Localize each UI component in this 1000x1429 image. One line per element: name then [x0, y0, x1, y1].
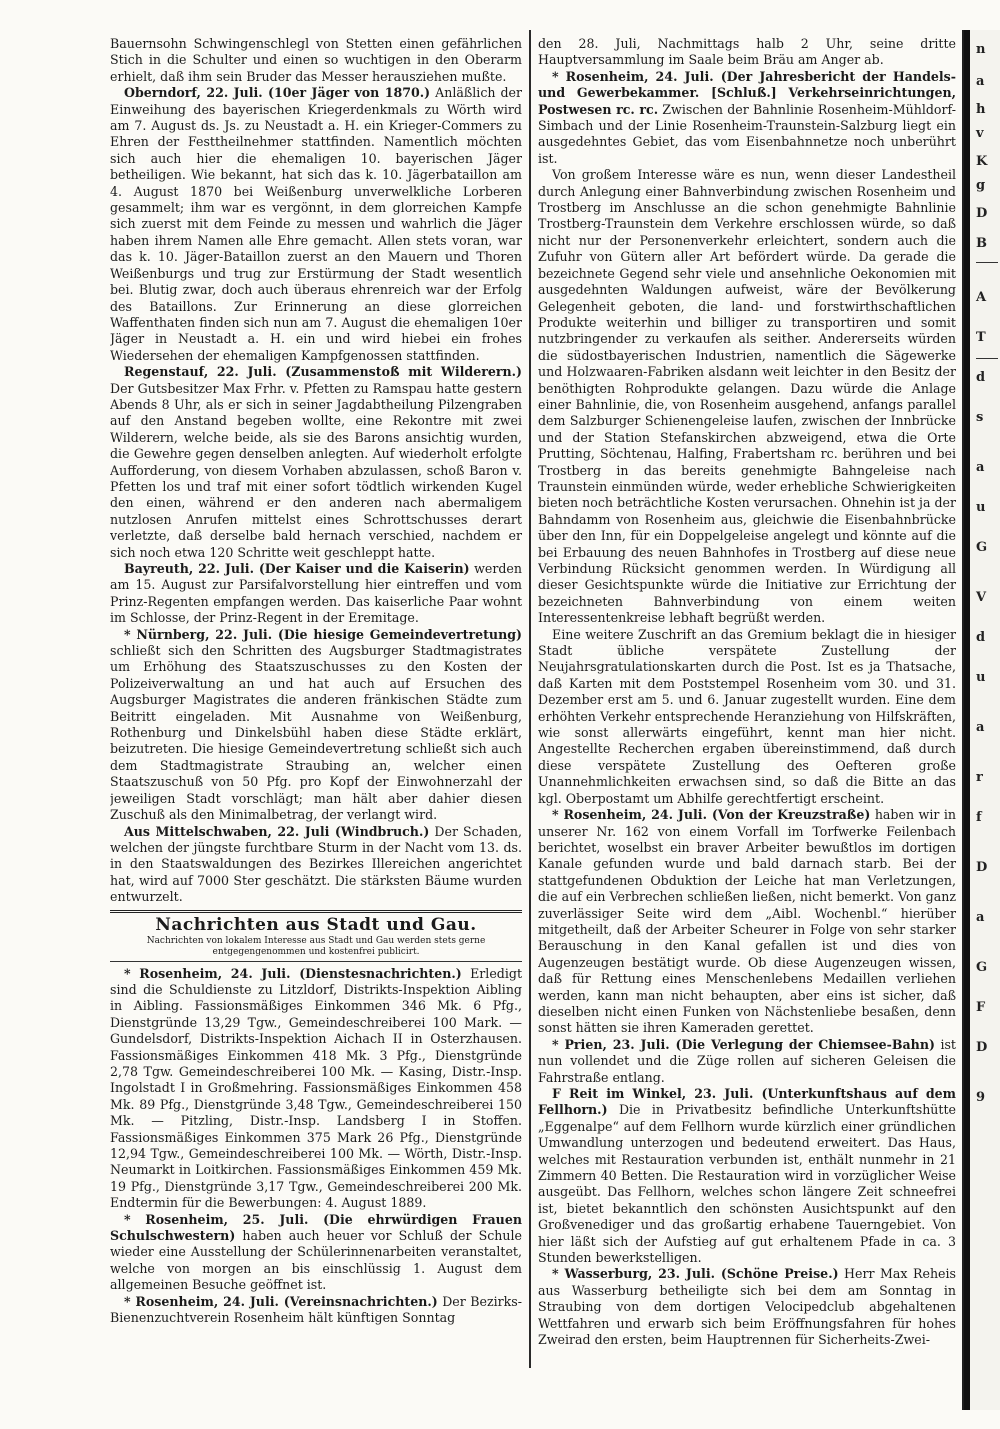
left-column-articles	[110, 36, 522, 906]
article-dateline: F Reit im Winkel, 23. Juli. (Unterkunftshaus auf dem Fellhorn.)	[538, 1086, 956, 1118]
article-body: haben wir in unserer Nr. 162 von einem Vorfall im Torfwerke Feilenbach berichtet, woselbst ein braver Arbeiter bewußtlos im dortigen Kanale gefunden wurde und bald darnach starb. Bei der stattgefundenen Obduktion der Leiche hat man Verletzungen, die auf ein Verbrechen schließen ließen, nicht bemerkt. Von ganz zuverlässiger Seite wird dem „Aibl. Wochenbl.“ hierüber mitgetheilt, daß der Arbeiter Scheurer in Folge von sehr starker Berauschung in den Kanal gefallen ist und dies von Augenzeugen bestätigt wurde. Ob diese Augenzeugen wissen, daß für Rettung eines Menschenlebens Medaillen verliehen werden, kann man nicht behaupten, aber eins ist sicher, daß dieselben nicht einen Funken von Nächstenliebe besaßen, denn sonst hätten sie ihren Kameraden gerettet.	[538, 807, 956, 1036]
article-paragraph	[110, 364, 522, 561]
binding-shadow	[964, 30, 970, 1410]
article-dateline: * Rosenheim, 24. Juli. (Von der Kreuzstraße)	[552, 807, 871, 823]
article-dateline: Regenstauf, 22. Juli. (Zusammenstoß mit Wilderern.)	[124, 364, 522, 380]
adjacent-page-fragment: F	[976, 1000, 986, 1015]
article-paragraph	[538, 1266, 956, 1348]
article-paragraph	[110, 561, 522, 627]
adjacent-page-fragment: G	[976, 960, 988, 975]
adjacent-page-fragment: T	[976, 330, 986, 345]
adjacent-page-fragment: G	[976, 540, 988, 555]
article-paragraph	[538, 167, 956, 626]
left-column	[110, 36, 522, 1326]
adjacent-page-fragment: a	[976, 720, 985, 735]
adjacent-page-fragment: 9	[976, 1090, 986, 1105]
article-dateline: * Rosenheim, 24. Juli. (Vereinsnachrichten.)	[124, 1293, 438, 1309]
adjacent-page-fragment: A	[976, 290, 987, 305]
article-body: Von großem Interesse wäre es nun, wenn dieser Landestheil durch Anlegung einer Bahnverbindung zwischen Rosenheim und Trostberg im Anschlusse an die schon genehmigte Bahnlinie Trostberg-Traunstein dem Verkehre erschlossen würde, so daß nicht nur der Personenverkehr erleichtert, sondern auch die Zufuhr von Gütern aller Art befördert würde. Da gerade die bezeichnete Gegend sehr viele und ansehnliche Oekonomien mit ausgedehnten Waldungen aufweist, wäre der Bevölkerung Gelegenheit geboten, die land- und forstwirthschaftlichen Produkte weiterhin und billiger zu transportiren und somit nutzbringender zu verkaufen als seither. Andererseits würden die südostbayerischen Industrien, namentlich die Sägewerke und Holzwaaren-Fabriken alsdann weit leichter in den Besitz der benöthigten Rohprodukte gelangen. Dazu würde die Anlage einer Bahnlinie, die, von Rosenheim ausgehend, anfangs parallel dem Salzburger Schienengeleise laufen, zwischen der Innbrücke und der Station Stefanskirchen abzweigend, etwa die Orte Prutting, Söchtenau, Halfing, Frabertsham rc. berühren und bei Trostberg in das bereits genehmigte Bahngeleise nach Traunstein einmünden würde, weder erhebliche Schwierigkeiten bieten noch beträchtliche Kosten verursachen. Ohnehin ist ja der Bahndamm von Rosenheim aus, gleichwie die Eisenbahnbrücke über den Inn, für ein Doppelgeleise angelegt und könnte auf die bei Erbauung des neuen Bahnhofes in Trostberg auf diese neue Verbindung Rücksicht genommen werden. In Würdigung all dieser Gesichtspunkte würde die Initiative zur Errichtung der bezeichneten Bahnverbindung von einem weiten Interessentenkreise lebhaft begrüßt werden.	[538, 167, 956, 626]
article-body: Der Gutsbesitzer Max Frhr. v. Pfetten zu Ramspau hatte gestern Abends 8 Uhr, als er sich in seiner Jagdabtheilung Pilzengraben auf den Anstand begeben wollte, eine Rekontre mit zwei Wilderern, welche beide, als sie des Barons ansichtig wurden, die Gewehre gegen denselben anlegten. Auf wiederholt erfolgte Aufforderung, von diesem Vorhaben abzulassen, schoß Baron v. Pfetten los und traf mit einer sofort tödtlich wirkenden Kugel den einen, während er den anderen nach abermaligem nutzlosen Anrufen mittelst eines Schrottschusses derart verletzte, daß derselbe bald hernach verschied, nachdem er sich noch etwa 120 Schritte weit geschleppt hatte.	[110, 380, 522, 560]
article-dateline: * Prien, 23. Juli. (Die Verlegung der Chiemsee-Bahn)	[552, 1036, 935, 1052]
article-body: Der Bezirks-Bienenzuchtverein Rosenheim hält künftigen Sonntag	[110, 1293, 522, 1326]
article-paragraph	[538, 807, 956, 1037]
article-body: werden am 15. August zur Parsifalvorstellung hier eintreffen und vom Prinz-Regenten empfangen werden. Das kaiserliche Paar wohnt im Schlosse, der Prinz-Regent in der Eremitage.	[110, 561, 522, 626]
adjacent-page-rule	[976, 358, 998, 359]
adjacent-page-fragment: u	[976, 500, 986, 515]
adjacent-page-fragment: a	[976, 910, 985, 925]
article-paragraph	[110, 1294, 522, 1327]
article-body: Der Schaden, welchen der jüngste furchtbare Sturm in der Nacht vom 13. ds. in den Staatswaldungen des Bezirkes Illereichen angerichtet hat, wird auf 7000 Ster geschätzt. Die stärksten Bäume wurden entwurzelt.	[110, 823, 522, 905]
article-dateline: * Rosenheim, 25. Juli. (Die ehrwürdigen Frauen Schulschwestern)	[110, 1211, 522, 1244]
adjacent-page-rule	[976, 262, 998, 263]
adjacent-page-fragment: a	[976, 460, 985, 475]
adjacent-page-fragment: v	[976, 126, 984, 141]
adjacent-page-fragment: d	[976, 370, 986, 385]
section-heading: Nachrichten aus Stadt und Gau.	[155, 914, 477, 935]
article-paragraph	[538, 627, 956, 807]
adjacent-page-fragment: g	[976, 178, 986, 193]
article-dateline: Aus Mittelschwaben, 22. Juli (Windbruch.)	[124, 823, 430, 839]
right-column-articles	[538, 36, 956, 1349]
right-column	[538, 36, 956, 1349]
article-dateline: Oberndorf, 22. Juli. (10er Jäger von 1870.)	[124, 85, 431, 101]
article-paragraph	[538, 1037, 956, 1086]
article-paragraph	[538, 36, 956, 69]
article-body: Herr Max Reheis aus Wasserburg betheiligte sich bei dem am Sonntag in Straubing von dem dortigen Velocipedclub abgehaltenen Wettfahren und erwarb sich beim Eröffnungsfahren für hohes Zweirad den ersten, beim Hauptrennen für Sicherheits-Zwei-	[538, 1266, 956, 1348]
article-dateline: * Wasserburg, 23. Juli. (Schöne Preise.)	[552, 1266, 839, 1282]
adjacent-page-fragment: h	[976, 102, 986, 117]
column-divider	[529, 30, 531, 1368]
adjacent-page-fragment: D	[976, 1040, 988, 1055]
article-paragraph	[110, 36, 522, 85]
adjacent-page-fragment: u	[976, 670, 986, 685]
article-dateline: * Rosenheim, 24. Juli. (Der Jahresbericht der Handels- und Gewerbekammer. [Schluß.] Verkehrseinrichtungen, Postwesen rc. rc.	[538, 68, 956, 117]
adjacent-page-fragment: n	[976, 42, 986, 57]
adjacent-page-fragment: a	[976, 74, 985, 89]
section-rule	[110, 910, 522, 913]
article-body: Zwischen der Bahnlinie Rosenheim-Mühldorf-Simbach und der Linie Rosenheim-Traunstein-Salzburg liegt ein ausgedehntes Gebiet, das vom Eisenbahnnetze noch unberührt ist.	[538, 101, 956, 166]
article-dateline: Bayreuth, 22. Juli. (Der Kaiser und die Kaiserin)	[124, 561, 470, 576]
local-news-articles	[110, 966, 522, 1327]
article-paragraph	[538, 69, 956, 167]
adjacent-page-fragment: r	[976, 770, 983, 785]
adjacent-page-fragment: D	[976, 860, 988, 875]
article-body: Erledigt sind die Schuldienste zu Litzldorf, Distrikts-Inspektion Aibling in Aibling. Fassionsmäßiges Einkommen 346 Mk. 6 Pfg., Dienstgründe 13,29 Tgw., Gemeindeschreiberei 100 Mark. — Gundelsdorf, Distrikts-Inspektion Aichach II in Osterzhausen. Fassionsmäßiges Einkommen 418 Mk. 3 Pfg., Dienstgründe 2,78 Tgw. Gemeindeschreiberei 100 Mk. — Kasing, Distr.-Insp. Ingolstadt I in Großmehring. Fassionsmäßiges Einkommen 458 Mk. 89 Pfg., Dienstgründe 3,48 Tgw., Gemeindeschreiberei 150 Mk. — Pitzling, Distr.-Insp. Landsberg I in Stoffen. Fassionsmäßiges Einkommen 375 Mark 26 Pfg., Dienstgründe 12,94 Tgw., Gemeindeschreiberei 100 Mk. — Wörth, Distr.-Insp. Neumarkt in Loitkirchen. Fassionsmäßiges Einkommen 459 Mk. 19 Pfg., Dienstgründe 3,17 Tgw., Gemeindeschreiberei 200 Mk. Endtermin für die Bewerbungen: 4. August 1889.	[110, 965, 522, 1211]
article-dateline: * Nürnberg, 22. Juli. (Die hiesige Gemeindevertretung)	[124, 626, 522, 642]
adjacent-page-fragment: s	[976, 410, 984, 425]
article-body: Anläßlich der Einweihung des bayerischen Kriegerdenkmals zu Wörth wird am 7. August ds. Js. zu Neustadt a. H. ein Krieger-Commers zu Ehren der Festtheilnehmer stattfinden. Namentlich möchten sich auch hier die ehemaligen 10. bayerischen Jäger betheiligen. Wie bekannt, hat sich das k. 10. Jägerbataillon am 4. August 1870 bei Weißenburg unverwelkliche Lorberen gesammelt; ihm war es vergönnt, in dem glorreichen Kampfe sich zuerst mit dem Feinde zu messen und wahrlich die Jäger haben ihrem Namen alle Ehre gemacht. Allen stets voran, war das k. 10. Jäger-Bataillon zuerst an den Mauern und Thoren Weißenburgs und trug zur Erstürmung der Stadt wesentlich bei. Blutig zwar, doch auch überaus ehrenreich war der Erfolg des Bataillons. Zur Erinnerung an diese glorreichen Waffenthaten finden sich nun am 7. August die ehemaligen 10er Jäger in Neustadt a. H. ein und wird hiebei ein frohes Wiedersehen der ehemaligen Kampfgenossen stattfinden.	[110, 85, 522, 363]
adjacent-page-fragment: f	[976, 810, 982, 825]
article-paragraph	[110, 85, 522, 364]
adjacent-page-fragment: V	[976, 590, 987, 605]
adjacent-page-fragment: B	[976, 236, 987, 251]
adjacent-page-edge	[962, 30, 1000, 1410]
article-body: Die in Privatbesitz befindliche Unterkunftshütte „Eggenalpe“ auf dem Fellhorn wurde kürzlich einer gründlichen Umwandlung unterzogen und bedeutend erweitert. Das Haus, welches mit Restauration verbunden ist, enthält nunmehr in 21 Zimmern 40 Betten. Die Restauration wird in vorzüglicher Weise ausgeübt. Das Fellhorn, welches schon längere Zeit schneefrei ist, bietet bekanntlich den schönsten Ausichtspunkt auf den Großvenediger und das großartig erhabene Tauerngebiet. Von hier läßt sich der Aufstieg auf gut erhaltenem Pfade in ca. 3 Stunden bewerkstelligen.	[538, 1102, 956, 1266]
article-body: Bauernsohn Schwingenschlegl von Stetten einen gefährlichen Stich in die Schulter und einen so wuchtigen in den Oberarm erhielt, daß ihm sein Bruder das Messer herausziehen mußte.	[110, 36, 522, 84]
article-body: Eine weitere Zuschrift an das Gremium beklagt die in hiesiger Stadt übliche verspätete Zustellung der Neujahrsgratulationskarten durch die Post. Ist es ja Thatsache, daß Karten mit dem Poststempel Rosenheim vom 30. und 31. Dezember erst am 5. und 6. Januar zugestellt wurden. Eine dem erhöhten Verkehr entsprechende Heranziehung von Hilfskräften, wie sonst allerwärts eingeführt, kennt man hier nicht. Angestellte Recherchen ergaben übereinstimmend, daß durch diese verspätete Zustellung des Oefteren große Unannehmlichkeiten erwachsen sind, so daß die Bitte an das kgl. Oberpostamt um Abhilfe gerechtfertigt erscheint.	[538, 626, 956, 806]
article-body: schließt sich den Schritten des Augsburger Stadtmagistrates um Erhöhung des Staatszuschusses zu den Kosten der Polizeiverwaltung an und hat auch auf Ersuchen des Augsburger Magistrates die anderen fränkischen Städte zum Beitritt eingeladen. Mit Ausnahme von Weißenburg, Rothenburg und Dinkelsbühl haben diese Städte erklärt, beizutreten. Die hiesige Gemeindevertretung schließt sich auch dem Stadtmagistrate Straubing an, welcher einen Staatszuschuß von 50 Pfg. pro Kopf der Einwohnerzahl der jeweiligen Stadt vorschlägt; man hält aber dahier diesen Zuschuß als den Minimalbetrag, der verlangt wird.	[110, 643, 522, 823]
article-body: haben auch heuer vor Schluß der Schule wieder eine Ausstellung der Schülerinnenarbeiten veranstaltet, welche von morgen an bis einschlüssig 1. August dem allgemeinen Besuche geöffnet ist.	[110, 1228, 522, 1293]
adjacent-page-fragment: D	[976, 206, 988, 221]
article-paragraph	[110, 1212, 522, 1294]
article-body: ist nun vollendet und die Züge rollen auf sicheren Geleisen die Fahrstraße entlang.	[538, 1036, 956, 1085]
article-body: den 28. Juli, Nachmittags halb 2 Uhr, seine dritte Hauptversammlung im Saale beim Bräu am Anger ab.	[538, 36, 956, 68]
article-paragraph	[538, 1086, 956, 1266]
article-paragraph	[110, 627, 522, 824]
adjacent-page-fragment: d	[976, 630, 986, 645]
article-paragraph	[110, 824, 522, 906]
article-paragraph	[110, 966, 522, 1212]
article-dateline: * Rosenheim, 24. Juli. (Dienstesnachrichten.)	[124, 965, 462, 981]
adjacent-page-fragment: K	[976, 154, 988, 169]
section-note: Nachrichten von lokalem Interesse aus Stadt und Gau werden stets gerne entgegengenommen und kostenfrei publicirt.	[146, 935, 486, 957]
section-divider	[110, 961, 522, 962]
